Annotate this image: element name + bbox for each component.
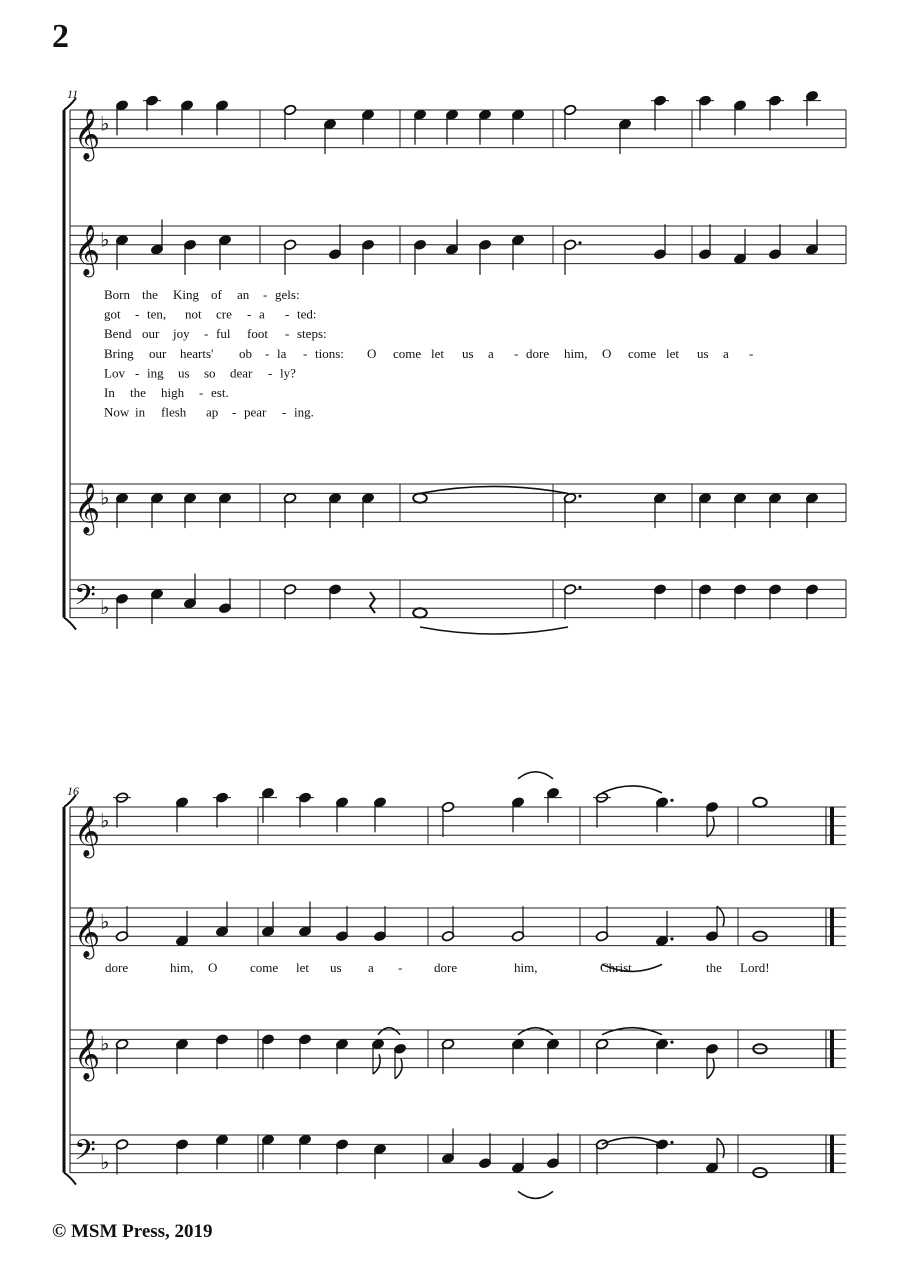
lyric-syllable: tions: [315, 345, 344, 361]
lyric-syllable: - [285, 306, 290, 322]
lyric-syllable: Now [104, 404, 130, 420]
lyric-syllable: dore [526, 345, 550, 361]
lyric-system-2 [105, 960, 770, 975]
lyric-syllable: - [282, 404, 287, 420]
note [373, 906, 386, 942]
note [698, 584, 711, 620]
lyric-syllable: dore [105, 960, 129, 975]
bass-clef-icon: 𝄢 [74, 579, 96, 620]
note [705, 1043, 718, 1079]
staff-4 [70, 580, 846, 618]
note-dot [670, 799, 673, 802]
lyric-syllable: - [232, 404, 237, 420]
note [143, 95, 161, 131]
treble-clef-icon: 𝄞 [74, 1028, 101, 1080]
note [766, 95, 784, 131]
staff-5 [70, 807, 846, 845]
lyric-syllable: O [208, 960, 218, 975]
treble-clef-icon: 𝄞 [74, 482, 101, 534]
staff-3 [70, 484, 846, 522]
note [150, 220, 163, 256]
lyric-syllable: our [149, 345, 167, 361]
note [115, 1139, 128, 1175]
lyric-syllable: - [263, 287, 268, 302]
note [441, 1129, 454, 1165]
note [413, 239, 426, 275]
note [296, 792, 314, 828]
lyric-syllable: Lord! [740, 960, 770, 975]
lyric-syllable: flesh [161, 404, 187, 420]
note [478, 239, 491, 275]
note [511, 797, 524, 833]
note-flag [707, 1059, 714, 1079]
measure-number-16: 16 [67, 784, 79, 798]
lyric-syllable: ob [239, 345, 252, 361]
lyric-syllable: - [247, 306, 252, 322]
lyric-verse-3 [104, 326, 327, 341]
lyric-syllable: Born [104, 287, 130, 302]
lyric-syllable: - [204, 326, 209, 342]
note [183, 239, 196, 275]
lyric-syllable: us [462, 345, 474, 361]
lyric-syllable: come [250, 960, 279, 975]
note [441, 801, 454, 837]
tie-slur [518, 772, 553, 779]
lyric-syllable: King [173, 287, 199, 302]
note [298, 1134, 311, 1170]
note [511, 234, 524, 270]
lyric-syllable: - [268, 365, 273, 381]
note [328, 584, 341, 620]
note [655, 1038, 673, 1074]
bracket-hook [64, 618, 76, 630]
note [441, 1038, 454, 1074]
note [373, 797, 386, 833]
note [361, 492, 374, 528]
note [705, 1138, 724, 1174]
lyric-syllable: us [178, 365, 190, 381]
lyric-syllable: ted: [297, 306, 317, 322]
flat-key-signature-icon: ♭ [100, 909, 110, 934]
lyric-syllable: our [142, 326, 160, 342]
lyric-syllable: come [393, 345, 422, 361]
tie-slur [420, 486, 568, 493]
note [373, 1143, 386, 1179]
lyric-syllable: ly? [280, 365, 296, 381]
lyric-syllable: Bend [104, 326, 132, 342]
note [180, 100, 193, 136]
treble-clef-icon: 𝄞 [74, 906, 101, 958]
note [115, 1038, 128, 1074]
note [361, 239, 374, 275]
lyric-syllable: In [104, 385, 115, 400]
note [215, 902, 228, 938]
lyric-syllable: a [259, 306, 265, 322]
lyric-syllable: pear [244, 404, 267, 420]
note [361, 109, 374, 145]
flat-key-signature-icon: ♭ [100, 111, 110, 136]
lyric-syllable: us [330, 960, 342, 975]
note [218, 234, 231, 270]
page-number: 2 [52, 18, 69, 55]
note [283, 239, 296, 275]
note-dot [670, 1041, 673, 1044]
note [768, 584, 781, 620]
note [175, 1139, 188, 1175]
note-dot [578, 495, 581, 498]
lyric-syllable: us [697, 345, 709, 361]
note-flag [717, 1138, 724, 1158]
note [653, 224, 666, 260]
tie-slur [602, 786, 662, 793]
note [115, 234, 128, 270]
note [150, 588, 163, 624]
lyric-syllable: joy [173, 326, 190, 342]
note [335, 1038, 348, 1074]
note-flag [707, 817, 714, 837]
flat-key-signature-icon: ♭ [100, 1149, 110, 1174]
note [215, 1034, 228, 1070]
note [593, 792, 611, 828]
note [413, 608, 427, 617]
lyric-syllable: O [602, 345, 612, 361]
lyric-syllable: cre [216, 306, 232, 322]
note [696, 95, 714, 131]
note [261, 1034, 274, 1070]
note [445, 109, 458, 145]
lyric-syllable: a [368, 960, 374, 975]
note [115, 906, 128, 942]
note [653, 492, 666, 528]
lyric-verse-7 [104, 405, 314, 420]
tie-slur [602, 1028, 662, 1035]
tie-slur [420, 627, 568, 634]
note [393, 1043, 406, 1079]
note-dot [578, 241, 581, 244]
lyric-syllable: - [514, 345, 519, 361]
flat-key-signature-icon: ♭ [100, 808, 110, 833]
note [511, 109, 524, 145]
note [215, 100, 228, 136]
note [218, 578, 231, 614]
note [328, 492, 341, 528]
note-head [753, 798, 767, 807]
lyric-syllable: - [749, 345, 754, 361]
note [183, 492, 196, 528]
tie-slur [518, 1028, 553, 1035]
note [653, 584, 666, 620]
note [478, 1133, 491, 1169]
note [445, 220, 458, 256]
tie-slur [518, 1191, 553, 1198]
treble-clef-icon: 𝄞 [74, 224, 101, 276]
note [175, 911, 188, 947]
note-head [413, 608, 427, 617]
lyric-syllable: a [723, 345, 729, 361]
tie-slur [378, 1028, 400, 1035]
note [595, 1038, 608, 1074]
lyric-syllable: hearts' [180, 345, 214, 361]
note [150, 492, 163, 528]
lyric-syllable: let [431, 345, 444, 361]
lyric-syllable: Christ [600, 960, 632, 975]
note [261, 902, 274, 938]
lyric-syllable: - [199, 385, 204, 400]
lyric-syllable: the [706, 960, 722, 975]
lyric-syllable: him, [514, 960, 538, 975]
note [115, 100, 128, 136]
lyric-syllable: let [296, 960, 309, 975]
flat-key-signature-icon: ♭ [100, 485, 110, 510]
note [113, 792, 131, 828]
lyric-syllable: Bring [104, 345, 134, 361]
lyric-syllable: ten, [147, 306, 167, 322]
note [618, 118, 631, 154]
note [413, 494, 427, 503]
treble-clef-icon: 𝄞 [74, 805, 101, 857]
staff-7 [70, 1030, 846, 1068]
lyric-verse-1 [104, 287, 300, 302]
note [259, 787, 277, 823]
lyric-syllable: come [628, 345, 657, 361]
note [733, 229, 746, 265]
note [335, 906, 348, 942]
lyric-syllable: the [142, 287, 158, 302]
lyric-syllable: ing. [294, 404, 314, 420]
lyric-syllable: an [237, 287, 250, 302]
note [655, 797, 673, 833]
note [563, 104, 576, 140]
copyright-notice: © MSM Press, 2019 [52, 1221, 213, 1242]
lyric-syllable: in [135, 404, 146, 420]
lyric-syllable: - [303, 345, 308, 361]
note [441, 906, 454, 942]
treble-clef-icon: 𝄞 [74, 108, 101, 160]
note [478, 109, 491, 145]
lyric-syllable: - [265, 345, 270, 361]
measure-number-11: 11 [67, 87, 79, 101]
lyric-syllable: ful [216, 326, 231, 342]
note-dot [578, 586, 581, 589]
note [413, 109, 426, 145]
note [175, 797, 188, 833]
lyric-syllable: - [135, 306, 140, 322]
note [733, 100, 746, 136]
note [733, 584, 746, 620]
note [261, 1134, 274, 1170]
lyric-syllable: ing [147, 365, 164, 381]
note [768, 492, 781, 528]
lyric-syllable: him, [564, 345, 588, 361]
note [283, 104, 296, 140]
note [768, 224, 781, 260]
note [115, 492, 128, 528]
note-flag [373, 1054, 380, 1074]
flat-key-signature-icon: ♭ [100, 227, 110, 252]
note [283, 492, 296, 528]
lyric-syllable: dear [230, 365, 253, 381]
note-flag [717, 906, 724, 926]
note [805, 492, 818, 528]
note [511, 1038, 524, 1074]
lyric-syllable: steps: [297, 326, 327, 342]
lyric-syllable: dore [434, 960, 458, 975]
note [283, 584, 296, 620]
note [218, 492, 231, 528]
lyric-syllable: est. [211, 385, 229, 400]
lyric-syllable: a [488, 345, 494, 361]
note [511, 1138, 524, 1174]
lyric-verse-6 [104, 385, 229, 400]
flat-key-signature-icon: ♭ [100, 594, 110, 619]
bracket-hook [64, 1173, 76, 1185]
note-dot [670, 937, 673, 940]
note [371, 1038, 384, 1074]
lyric-syllable: let [666, 345, 679, 361]
tie-slur [602, 1137, 662, 1144]
note [115, 593, 128, 629]
note [335, 797, 348, 833]
note [298, 902, 311, 938]
note [511, 906, 524, 942]
note [323, 118, 336, 154]
note [328, 224, 341, 260]
note [803, 90, 821, 126]
lyric-syllable: - [398, 960, 403, 975]
note [753, 798, 767, 807]
note [698, 492, 711, 528]
note [544, 787, 562, 823]
lyric-syllable: - [285, 326, 290, 342]
lyric-syllable: foot [247, 326, 268, 342]
lyric-syllable: so [204, 365, 216, 381]
lyric-syllable: him, [170, 960, 194, 975]
note-dot [670, 1141, 673, 1144]
note-head [413, 494, 427, 503]
flat-key-signature-icon: ♭ [100, 1031, 110, 1056]
lyric-syllable: not [185, 306, 202, 322]
note [655, 911, 673, 947]
note [183, 574, 196, 610]
note [215, 1134, 228, 1170]
note [805, 584, 818, 620]
note [651, 95, 669, 131]
lyric-verse-2 [104, 307, 317, 322]
lyric-syllable: gels: [275, 287, 300, 302]
lyric-syllable: high [161, 385, 185, 400]
staff-1 [70, 110, 846, 148]
note [298, 1034, 311, 1070]
note [805, 220, 818, 256]
lyric-syllable: the [130, 385, 146, 400]
lyric-syllable: of [211, 287, 222, 302]
lyric-syllable: - [135, 365, 140, 381]
note [546, 1038, 559, 1074]
lyric-syllable: got [104, 306, 121, 322]
note [563, 492, 581, 528]
lyric-syllable: O [367, 345, 377, 361]
note [595, 906, 608, 942]
note [213, 792, 231, 828]
lyric-verse-4 [104, 346, 753, 361]
lyric-syllable: la [277, 345, 287, 361]
note [175, 1038, 188, 1074]
note [335, 1139, 348, 1175]
lyric-syllable: ap [206, 404, 219, 420]
system-bracket [64, 98, 76, 630]
note [705, 801, 718, 837]
lyric-verse-5 [104, 365, 296, 380]
bass-clef-icon: 𝄢 [74, 1134, 96, 1175]
note [698, 224, 711, 260]
lyric-syllable: Lov [104, 365, 125, 381]
quarter-rest-icon [370, 592, 375, 613]
note [546, 1133, 559, 1169]
note [733, 492, 746, 528]
note-flag [395, 1059, 402, 1079]
